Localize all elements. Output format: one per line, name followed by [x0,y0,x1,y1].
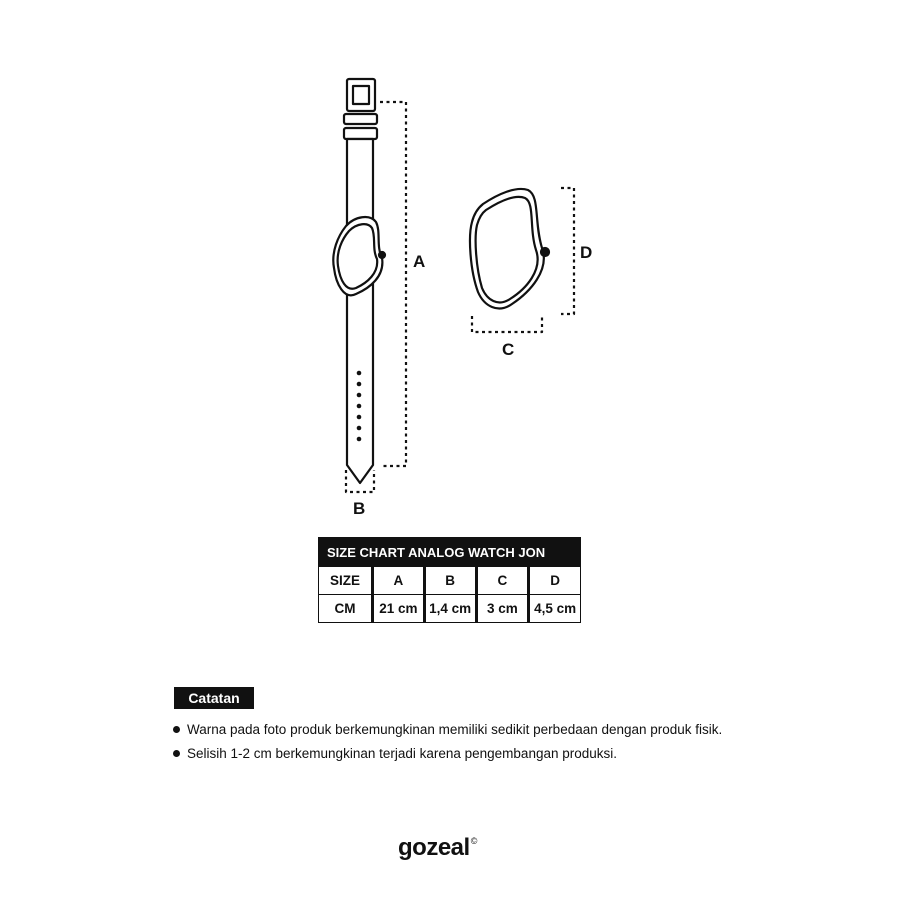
watch-crown [379,252,385,258]
header-a: A [373,567,425,595]
header-d: D [529,567,581,595]
dimension-lines [346,102,574,492]
strap-keeper-2 [344,128,377,139]
note-item [171,718,722,742]
header-b: B [424,567,476,595]
brand-name: gozeal [398,834,470,861]
watch-strap [347,139,373,483]
dim-line-c [472,316,542,332]
bullet-icon [173,750,180,757]
note-text: Selisih 1-2 cm berkemungkinan terjadi karena pengembangan produksi. [187,746,618,761]
note-text: Warna pada foto produk berkemungkinan memiliki sedikit perbedaan dengan produk fisik. [187,722,723,737]
size-chart-title: SIZE CHART ANALOG WATCH JON [319,538,581,567]
watch-case-front [333,217,382,295]
notes-list [171,718,722,766]
dim-label-d: D [580,243,593,262]
size-chart-header-row [319,567,581,595]
header-size: SIZE [319,567,373,595]
value-d: 4,5 cm [529,595,581,623]
watch-case-side [470,189,544,309]
value-b: 1,4 cm [424,595,476,623]
value-c: 3 cm [476,595,529,623]
strap-buckle [347,79,375,111]
size-chart-title-row [319,538,581,567]
note-item [171,742,722,766]
brand-logo [398,834,477,862]
row-unit: CM [319,595,373,623]
dim-line-a [380,102,406,466]
dim-line-d [561,188,574,314]
side-crown [541,248,549,256]
value-a: 21 cm [373,595,425,623]
header-c: C [476,567,529,595]
size-chart-table [318,537,581,623]
bullet-icon [173,726,180,733]
copyright-mark: © [470,836,477,846]
dim-label-b: B [353,499,366,518]
strap-keeper [344,114,377,124]
size-chart-value-row [319,595,581,623]
dim-label-c: C [502,340,515,359]
dim-label-a: A [413,252,426,271]
notes-title: Catatan [174,687,254,709]
